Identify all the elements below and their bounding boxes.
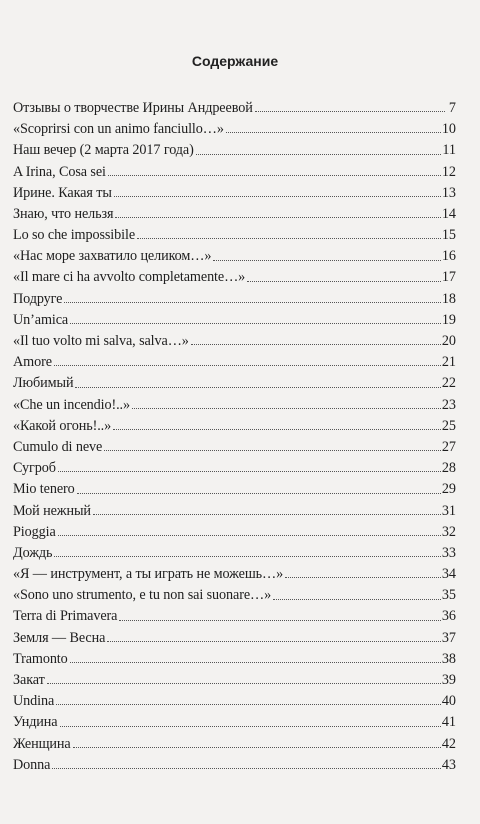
toc-entry-page-number: 39: [441, 672, 456, 689]
toc-entry-page-number: 22: [441, 375, 456, 392]
toc-entry-title: «Il mare ci ha avvolto completamente…»: [13, 269, 246, 286]
toc-entry-title: Undina: [13, 693, 55, 710]
toc-entry-title: Pioggia: [13, 523, 56, 540]
dot-leader: [104, 449, 441, 451]
toc-entry: [13, 327, 456, 348]
toc-entry-title: Земля — Весна: [13, 629, 106, 646]
page-title: Содержание: [191, 53, 279, 69]
toc-entry-page-number: 20: [441, 333, 456, 350]
toc-entry-title: Amore: [13, 354, 52, 371]
toc-entry: [13, 158, 456, 179]
toc-entry: [13, 264, 456, 285]
toc-entry: [13, 708, 456, 729]
toc-entry-title: Ундина: [13, 714, 58, 731]
dot-leader: [114, 195, 441, 197]
dot-leader: [58, 534, 441, 536]
toc-entry-title: Сугроб: [13, 460, 56, 477]
toc-entry-page-number: 16: [441, 248, 456, 265]
dot-leader: [213, 259, 440, 261]
toc-entry-title: Terra di Primavera: [13, 608, 118, 625]
toc-entry-title: A Irina, Cosa sei: [13, 163, 106, 180]
toc-entry-page-number: 41: [441, 714, 456, 731]
toc-entry: [13, 306, 456, 327]
toc-entry-title: Tramonto: [13, 650, 68, 667]
toc-entry: [13, 179, 456, 200]
toc-entry-page-number: 37: [441, 629, 456, 646]
dot-leader: [54, 555, 440, 557]
dot-leader: [108, 174, 441, 176]
toc-entry-page-number: 13: [441, 184, 456, 201]
dot-leader: [137, 237, 441, 239]
dot-leader: [191, 343, 441, 345]
dot-leader: [60, 725, 441, 727]
dot-leader: [93, 513, 441, 515]
dot-leader: [196, 153, 442, 155]
toc-entry-page-number: 43: [441, 756, 456, 773]
dot-leader: [107, 640, 441, 642]
toc-entry-page-number: 28: [441, 460, 456, 477]
toc-entry: [13, 624, 456, 645]
toc-entry-page-number: 10: [441, 121, 456, 138]
toc-entry: [13, 581, 456, 602]
toc-entry-title: Ирине. Какая ты: [13, 184, 112, 201]
toc-entry: [13, 560, 456, 581]
toc-entry: [13, 539, 456, 560]
dot-leader: [255, 110, 445, 112]
dot-leader: [132, 407, 441, 409]
toc-entry: [13, 391, 456, 412]
toc-entry: [13, 497, 456, 518]
toc-entry-title: «Я — инструмент, а ты играть не можешь…»: [13, 566, 284, 583]
toc-entry-page-number: 25: [441, 417, 456, 434]
toc-entry: [13, 687, 456, 708]
dot-leader: [273, 598, 441, 600]
toc-entry: [13, 412, 456, 433]
toc-entry-page-number: 23: [441, 396, 456, 413]
toc-entry-title: Lo so che impossibile: [13, 227, 136, 244]
dot-leader: [70, 322, 441, 324]
toc-entry-title: «Che un incendio!..»: [13, 396, 130, 413]
toc-entry-title: Наш вечер (2 марта 2017 года): [13, 142, 194, 159]
toc-entry-page-number: 19: [441, 311, 456, 328]
toc-entry: [13, 475, 456, 496]
toc-entry-page-number: 33: [441, 544, 456, 561]
toc-entry-title: Подруге: [13, 290, 63, 307]
toc-entry-title: Дождь: [13, 544, 53, 561]
toc-entry: [13, 454, 456, 475]
toc-entry-page-number: 31: [441, 502, 456, 519]
toc-entry: [13, 115, 456, 136]
toc-entry-page-number: 12: [441, 163, 456, 180]
toc-entry-title: «Какой огонь!..»: [13, 417, 112, 434]
toc-entry: [13, 200, 456, 221]
toc-entry-title: Отзывы о творчестве Ирины Андреевой: [13, 99, 253, 116]
toc-entry: [13, 433, 456, 454]
toc-entry: [13, 666, 456, 687]
toc-entry-page-number: 32: [441, 523, 456, 540]
dot-leader: [58, 470, 441, 472]
toc-entry: [13, 221, 456, 242]
dot-leader: [247, 280, 441, 282]
toc-entry-title: «Sono uno strumento, e tu non sai suonare…»: [13, 587, 272, 604]
toc-entry-page-number: 34: [441, 566, 456, 583]
toc-entry-title: «Scoprirsi con un animo fanciullo…»: [13, 121, 224, 138]
toc-entry: [13, 645, 456, 666]
toc-entry: [13, 751, 456, 772]
dot-leader: [113, 428, 441, 430]
toc-entry-page-number: 27: [441, 438, 456, 455]
toc-entry-page-number: 21: [441, 354, 456, 371]
dot-leader: [77, 492, 441, 494]
toc-entry: [13, 285, 456, 306]
table-of-contents: [13, 94, 456, 772]
toc-entry-page-number: 36: [441, 608, 456, 625]
dot-leader: [285, 576, 441, 578]
toc-entry-page-number: 7: [448, 99, 456, 116]
dot-leader: [119, 619, 440, 621]
toc-entry-title: Женщина: [13, 735, 71, 752]
toc-entry-title: Cumulo di neve: [13, 438, 103, 455]
dot-leader: [64, 301, 440, 303]
toc-entry-title: Любимый: [13, 375, 74, 392]
toc-entry-page-number: 14: [441, 205, 456, 222]
toc-entry-title: Mio tenero: [13, 481, 75, 498]
toc-entry: [13, 242, 456, 263]
toc-entry: [13, 136, 456, 157]
toc-entry-page-number: 40: [441, 693, 456, 710]
dot-leader: [115, 216, 440, 218]
dot-leader: [75, 386, 440, 388]
toc-entry-title: Donna: [13, 756, 51, 773]
toc-entry: [13, 369, 456, 390]
dot-leader: [52, 767, 440, 769]
toc-entry-title: Знаю, что нельзя: [13, 205, 114, 222]
toc-entry-title: Закат: [13, 672, 45, 689]
toc-entry-page-number: 42: [441, 735, 456, 752]
toc-entry-title: Un’amica: [13, 311, 69, 328]
dot-leader: [54, 364, 441, 366]
toc-entry-page-number: 11: [442, 142, 456, 159]
toc-entry-title: Мой нежный: [13, 502, 91, 519]
toc-entry-page-number: 38: [441, 650, 456, 667]
dot-leader: [47, 682, 441, 684]
toc-entry-title: «Нас море захватило целиком…»: [13, 248, 212, 265]
dot-leader: [56, 703, 441, 705]
toc-entry-page-number: 17: [441, 269, 456, 286]
toc-entry-page-number: 15: [441, 227, 456, 244]
toc-entry: [13, 603, 456, 624]
toc-entry: [13, 518, 456, 539]
toc-entry: [13, 348, 456, 369]
toc-entry: [13, 94, 456, 115]
dot-leader: [73, 746, 441, 748]
toc-entry-page-number: 29: [441, 481, 456, 498]
toc-entry: [13, 730, 456, 751]
dot-leader: [70, 661, 441, 663]
dot-leader: [226, 131, 441, 133]
toc-entry-title: «Il tuo volto mi salva, salva…»: [13, 333, 189, 350]
toc-entry-page-number: 18: [441, 290, 456, 307]
toc-entry-page-number: 35: [441, 587, 456, 604]
